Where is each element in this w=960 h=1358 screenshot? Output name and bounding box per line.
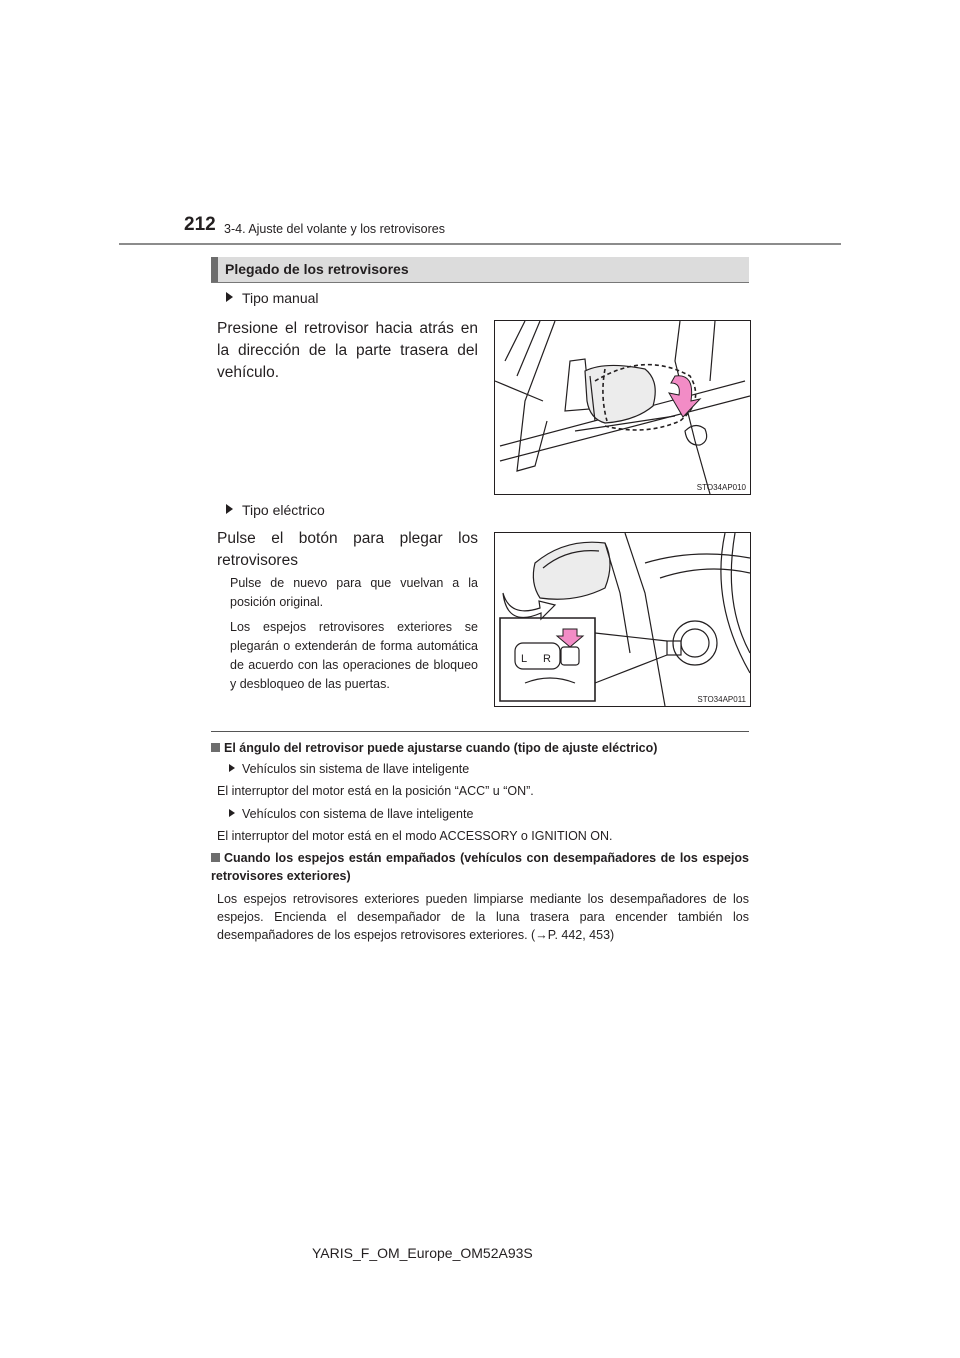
note-2-heading (211, 849, 749, 885)
triangle-bullet-icon (229, 764, 235, 772)
header-rule (119, 243, 841, 245)
triangle-bullet-icon (226, 504, 233, 514)
square-bullet-icon (211, 743, 220, 752)
switch-label-r: R (543, 653, 551, 665)
figure-code: STO34AP011 (697, 695, 746, 704)
note-1-sub-2-text: Vehículos con sistema de llave inteligente (242, 807, 474, 821)
note-2-text: Los espejos retrovisores exteriores pueden limpiarse mediante los desempañadores de los espejos. Encienda el desempañador de la luna trasera para encender también los desempañadores de los espejos retrovisores exteriores. (→P. 442, 453) (217, 892, 749, 942)
figure-code: STO34AP010 (696, 483, 746, 492)
note-1-sub-2 (229, 805, 473, 823)
manual-instruction: Presione el retrovisor hacia atrás en la dirección de la parte trasera del vehículo. (217, 320, 478, 381)
switch-label-l: L (521, 653, 528, 665)
manual-type-heading (226, 290, 319, 306)
triangle-bullet-icon (229, 809, 235, 817)
manual-mirror-figure (494, 320, 751, 495)
electric-instruction: Pulse el botón para plegar los retrovisores (217, 530, 478, 569)
note-1-text-2: El interruptor del motor está en el modo ACCESSORY o IGNITION ON. (217, 829, 613, 843)
note-1-sub-1-text: Vehículos sin sistema de llave inteligente (242, 762, 470, 776)
note-1-sub-1 (229, 760, 469, 778)
note-1-text-1: El interruptor del motor está en la posición “ACC” u “ON”. (217, 784, 534, 798)
electric-switch-figure (494, 532, 751, 707)
section-heading: Plegado de los retrovisores (225, 261, 409, 277)
document-id-footer: YARIS_F_OM_Europe_OM52A93S (312, 1245, 533, 1261)
page-number: 212 (184, 214, 216, 235)
electric-type-label: Tipo eléctrico (242, 502, 325, 518)
electric-note-1: Pulse de nuevo para que vuelvan a la posición original. (230, 576, 478, 609)
note-1-heading (211, 739, 751, 757)
electric-note-2: Los espejos retrovisores exteriores se plegarán o extenderán de forma automática de acuerdo con las operaciones de bloqueo y desbloqueo de las puertas. (230, 620, 478, 691)
manual-mirror-illustration (495, 321, 750, 494)
electric-switch-illustration (495, 533, 750, 706)
section-divider (211, 731, 749, 732)
note-2-heading-text: Cuando los espejos están empañados (vehículos con desempañadores de los espejos retrovisores exteriores) (211, 851, 749, 883)
note-1-heading-text: El ángulo del retrovisor puede ajustarse cuando (tipo de ajuste eléctrico) (224, 741, 658, 755)
manual-type-label: Tipo manual (242, 290, 319, 306)
section-heading-bar (211, 257, 218, 282)
section-heading-band (211, 257, 749, 283)
electric-type-heading (226, 502, 325, 518)
chapter-title: 3-4. Ajuste del volante y los retrovisores (224, 222, 445, 236)
triangle-bullet-icon (226, 292, 233, 302)
square-bullet-icon (211, 853, 220, 862)
